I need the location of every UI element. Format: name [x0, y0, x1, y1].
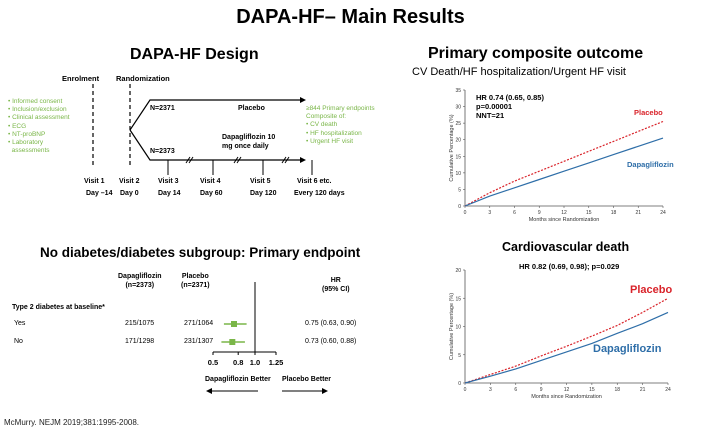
km-x-tick-label: 21 [635, 210, 642, 216]
km-x-tick-label: 6 [514, 387, 518, 393]
criteria-item: • Clinical assessment [8, 114, 70, 122]
day-4-label: Day 60 [200, 190, 223, 197]
row-dapa-events: 215/1075 [125, 320, 155, 327]
km-x-tick-label: 24 [665, 387, 671, 393]
km-x-tick-label: 9 [539, 387, 543, 393]
day-1-label: Day –14 [86, 190, 113, 197]
km-y-tick-label: 20 [455, 137, 461, 144]
design-heading: DAPA-HF Design [130, 46, 259, 63]
visit-2-label: Visit 2 [119, 178, 140, 185]
km-x-tick-label: 15 [589, 387, 595, 393]
criteria-item: • ECG [8, 122, 27, 130]
km-dapagliflozin-line [465, 138, 663, 206]
km-y-tick-label: 10 [455, 324, 461, 331]
col-dapa-header-line: Dapagliflozin [118, 273, 162, 280]
row-hr-text: 0.73 (0.60, 0.88) [305, 338, 357, 345]
hr-axis-tick-label: 0.5 [207, 358, 219, 367]
km-x-axis-label: Months since Randomization [528, 217, 600, 223]
km-x-tick-label: 12 [563, 387, 570, 393]
better-right-label: Placebo Better [282, 376, 332, 383]
row-label: Yes [14, 320, 26, 327]
primary-heading: Primary composite outcome [428, 45, 644, 62]
cvdeath-heading: Cardiovascular death [502, 240, 630, 254]
endpoint-item: • CV death [306, 121, 338, 129]
cvdeath-dapa-label: Dapagliflozin [593, 343, 662, 355]
km-y-tick-label: 20 [455, 268, 461, 274]
km-x-tick-label: 18 [614, 387, 621, 393]
cvdeath-placebo-label: Placebo [630, 284, 673, 296]
hr-axis-tick-label: 0.8 [232, 358, 244, 367]
km-y-tick-label: 0 [458, 204, 461, 210]
km-x-tick-label: 3 [488, 210, 492, 216]
primary-placebo-label: Placebo [634, 108, 663, 117]
km-y-tick-label: 15 [455, 154, 461, 161]
better-left-label: Dapagliflozin Better [205, 376, 271, 383]
km-y-axis-label: Cumulative Percentage (%) [449, 114, 455, 182]
randomization-label: Randomization [116, 74, 170, 83]
km-x-tick-label: 18 [610, 210, 617, 216]
col-placebo-header-line: Placebo [181, 273, 209, 280]
col-hr-header-line: HR [330, 277, 341, 284]
col-dapa-header-line: (n=2373) [125, 282, 155, 289]
dapa-arm-label-2: mg once daily [222, 143, 269, 150]
km-y-tick-label: 10 [455, 170, 461, 177]
km-y-tick-label: 0 [458, 381, 461, 387]
primary-stat-line: HR 0.74 (0.65, 0.85) [476, 93, 544, 102]
km-x-tick-label: 24 [660, 210, 666, 216]
km-x-tick-label: 12 [561, 210, 567, 216]
row-hr-text: 0.75 (0.63, 0.90) [305, 320, 357, 327]
primary-stat-line: p=0.00001 [476, 102, 513, 111]
dapa-arm-label-1: Dapagliflozin 10 [222, 134, 276, 141]
km-y-tick-label: 25 [455, 121, 461, 128]
criteria-item: • Laboratory [8, 139, 44, 147]
km-placebo-line [465, 298, 668, 383]
primary-stat-line: NNT=21 [476, 111, 505, 120]
criteria-item: • NT-proBNP [8, 130, 46, 138]
endpoint-item: • HF hospitalization [306, 129, 362, 137]
km-y-tick-label: 5 [458, 352, 461, 359]
dapa-n: N=2373 [150, 148, 175, 155]
km-x-tick-label: 0 [463, 387, 467, 393]
criteria-item: assessments [8, 147, 50, 155]
subgroup-heading: No diabetes/diabetes subgroup: Primary endpoint [40, 245, 361, 260]
primary-dapa-label: Dapagliflozin [627, 160, 674, 169]
visit-3-label: Visit 3 [158, 178, 179, 185]
placebo-n: N=2371 [150, 105, 175, 112]
hr-axis-tick-label: 1.0 [249, 358, 261, 367]
visit-5-label: Visit 5 [250, 178, 271, 185]
km-x-tick-label: 3 [488, 387, 492, 393]
km-y-tick-label: 35 [455, 88, 461, 94]
cvdeath-stats: HR 0.82 (0.69, 0.98); p=0.029 [519, 262, 620, 271]
col-hr-header-line: (95% CI) [322, 286, 350, 293]
row-dapa-events: 171/1298 [125, 338, 155, 345]
km-x-tick-label: 0 [463, 210, 467, 216]
day-3-label: Day 14 [158, 190, 181, 197]
day-2-label: Day 0 [120, 190, 139, 197]
hr-axis-tick-label: 1.25 [268, 358, 284, 367]
km-y-tick-label: 15 [455, 296, 461, 303]
km-x-tick-label: 21 [639, 387, 646, 393]
visit-6-label: Visit 6 etc. [297, 178, 332, 185]
row-placebo-events: 271/1064 [184, 320, 214, 327]
km-y-tick-label: 5 [458, 187, 461, 194]
km-placebo-line [465, 122, 663, 207]
row-label: No [14, 338, 23, 345]
km-x-axis-label: Months since Randomization [531, 394, 602, 400]
km-y-tick-label: 30 [455, 104, 461, 111]
criteria-item: • Informed consent [8, 98, 63, 105]
endpoint-item: ≥844 Primary endpoints [306, 105, 375, 112]
criteria-item: • Inclusion/exclusion [8, 106, 67, 114]
day-5-label: Day 120 [250, 190, 277, 197]
primary-subheading: CV Death/HF hospitalization/Urgent HF visit [412, 66, 626, 78]
km-x-tick-label: 15 [585, 210, 592, 216]
km-x-tick-label: 6 [513, 210, 516, 216]
endpoint-item: Composite of: [306, 113, 347, 121]
placebo-arm-label: Placebo [238, 105, 265, 112]
km-x-tick-label: 9 [537, 210, 541, 216]
group-label: Type 2 diabetes at baseline* [12, 304, 105, 311]
visit-1-label: Visit 1 [84, 178, 105, 185]
citation: McMurry. NEJM 2019;381:1995-2008. [4, 418, 140, 427]
row-placebo-events: 231/1307 [184, 338, 214, 345]
km-y-axis-label: Cumulative Percentage (%) [449, 292, 455, 361]
col-placebo-header-line: (n=2371) [181, 282, 210, 289]
page-title: DAPA-HF– Main Results [236, 6, 465, 28]
enrolment-label: Enrolment [62, 74, 100, 83]
day-6-label: Every 120 days [294, 190, 345, 197]
endpoint-item: • Urgent HF visit [306, 137, 354, 145]
visit-4-label: Visit 4 [200, 178, 221, 185]
